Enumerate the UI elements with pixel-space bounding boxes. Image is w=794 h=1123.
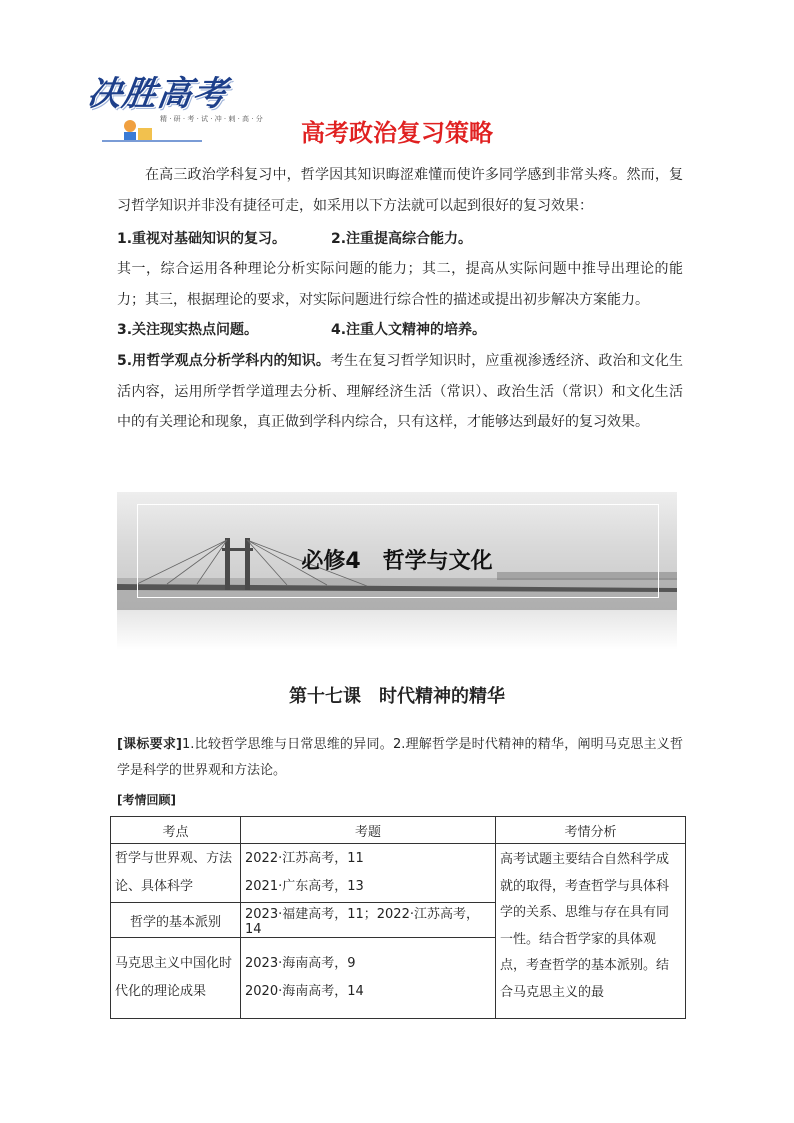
questions-cell	[241, 903, 496, 938]
point-2-detail: 其一，综合运用各种理论分析实际问题的能力；其二，提高从实际问题中推导出理论的能力；其三，根据理论的要求，对实际问题进行综合性的描述或提出初步解决方案能力。	[117, 261, 683, 308]
topic-cell: 哲学的基本派别	[111, 903, 241, 938]
requirements-text: 1.比较哲学思维与日常思维的异同。2.理解哲学是时代精神的精华，阐明马克思主义哲学是科学的世界观和方法论。	[117, 737, 683, 778]
page-title: 高考政治复习策略	[301, 119, 493, 147]
question-item: 2023·福建高考，11；2022·江苏高考，14	[245, 907, 479, 937]
header-analysis: 考情分析	[496, 817, 686, 844]
exam-review-table	[110, 816, 686, 1019]
analysis-cell: 高考试题主要结合自然科学成就的取得，考查哲学与具体科学的关系、思维与存在具有同一性。结合哲学家的具体观点，考查哲学的基本派别。结合马克思主义的最	[496, 844, 686, 1019]
banner-title: 必修4 哲学与文化	[301, 549, 493, 574]
table-header-row	[111, 817, 686, 844]
question-item: 2020·海南高考，14	[245, 984, 364, 999]
point-5	[117, 346, 683, 438]
point-4: 4.注重人文精神的培养。	[331, 322, 487, 338]
header-questions: 考题	[241, 817, 496, 844]
review-label: [考情回顾]	[117, 793, 176, 807]
questions-cell	[241, 844, 496, 903]
point-2: 2.注重提高综合能力。	[331, 231, 473, 247]
intro-paragraph: 在高三政治学科复习中，哲学因其知识晦涩难懂而使许多同学感到非常头疼。然而，复习哲学知识并非没有捷径可走，如采用以下方法就可以起到很好的复习效果：	[117, 167, 683, 214]
questions-cell	[241, 938, 496, 1019]
requirements-label: [课标要求]	[117, 737, 182, 752]
lesson-title: 第十七课 时代精神的精华	[289, 686, 505, 707]
question-item: 2021·广东高考，13	[245, 879, 364, 894]
banner-reflection	[117, 610, 677, 650]
logo-text: 决胜高考	[84, 74, 231, 114]
header-topic: 考点	[111, 817, 241, 844]
topic-cell: 马克思主义中国化时代化的理论成果	[111, 938, 241, 1019]
table-row	[111, 844, 686, 903]
question-item: 2023·海南高考，9	[245, 956, 356, 971]
course-requirements	[117, 732, 683, 784]
section-banner	[117, 492, 677, 610]
question-item: 2022·江苏高考，11	[245, 851, 364, 866]
point-5-body: 考生在复习哲学知识时，应重视渗透经济、政治和文化生活内容，运用所学哲学道理去分析、理解经济生活（常识）、政治生活（常识）和文化生活中的有关理论和现象，真正做到学科内综合，只有这样，才能够达到最好的复习效果。	[117, 353, 684, 430]
points-row-2	[117, 315, 683, 345]
logo-tagline: 精 · 研 · 考 · 试 · 冲 · 刺 · 高 · 分	[160, 115, 263, 123]
topic-cell: 哲学与世界观、方法论、具体科学	[111, 844, 241, 903]
points-row-1	[117, 224, 683, 254]
point-5-head: 5.用哲学观点分析学科内的知识。	[117, 353, 330, 369]
point-3: 3.关注现实热点问题。	[117, 322, 259, 338]
point-1: 1.重视对基础知识的复习。	[117, 231, 287, 247]
